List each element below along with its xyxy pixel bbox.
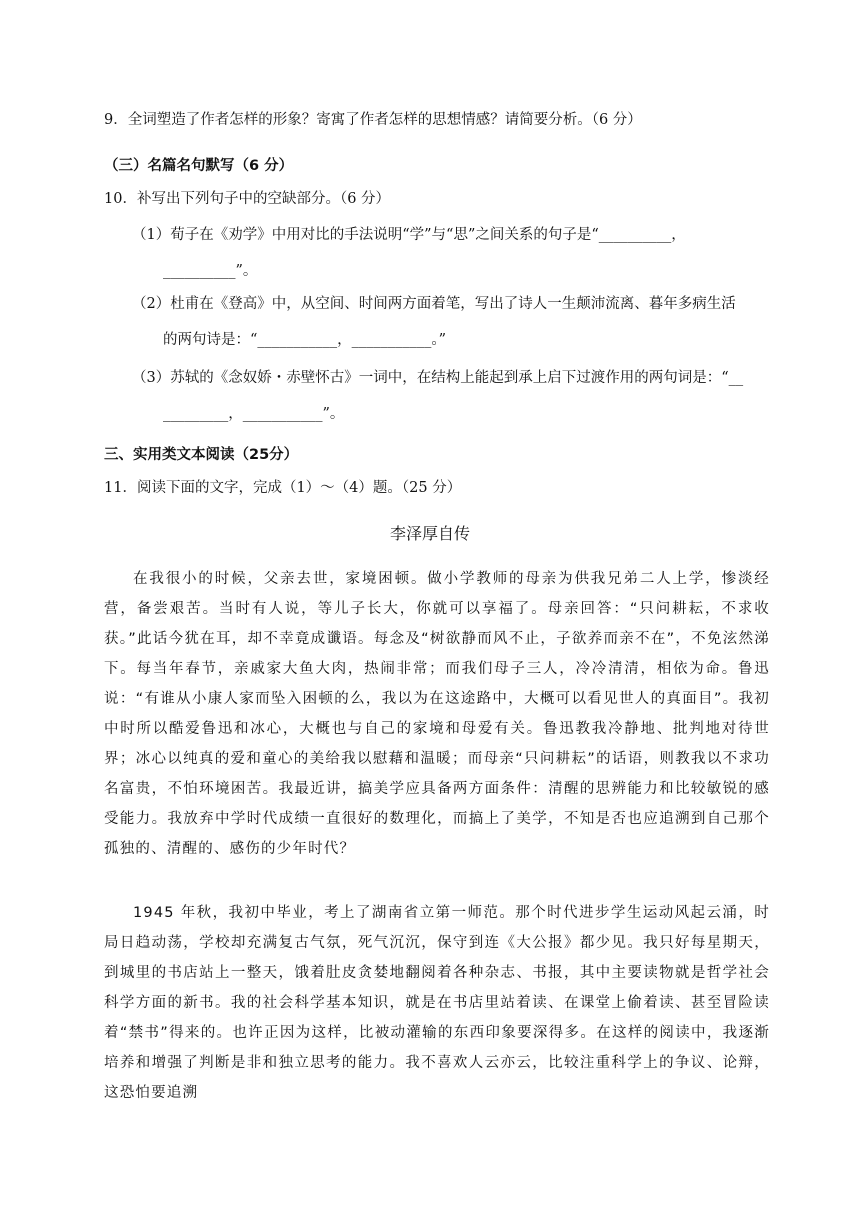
- paragraph-text: 在我很小的时候，父亲去世，家境困顿。做小学教师的母亲为供我兄弟二人上学，惨淡经营，备尝艰苦。当时有人说，等儿子长大，你就可以享福了。母亲回答：“只问耕耘，不求收获。”此话今犹在耳，却不幸竟成谶语。每念及“树欲静而风不止，子欲养而亲不在”，不免泫然涕下。每当年春节，亲戚家大鱼大肉，热闹非常；而我们母子三人，冷冷清清，相依为命。鲁迅说：“有谁从小康人家而坠入困顿的么，我以为在这途路中，大概可以看见世人的真面目”。我初中时所以酷爱鲁迅和冰心，大概也与自己的家境和母爱有关。鲁迅教我冷静地、批判地对待世界；冰心以纯真的爱和童心的美给我以慰藉和温暖；而母亲“只问耕耘”的话语，则教我以不求功名富贵，不怕环境困苦。我最近讲，搞美学应具备两方面条件：清醒的思辨能力和比较敏锐的感受能力。我放弃中学时代成绩一直很好的数理化，而搞上了美学，不知是否也应追溯到自己那个孤独的、清醒的、感伤的少年时代？: [104, 571, 770, 857]
- article-title: 李泽厚自传: [389, 524, 470, 543]
- section-heading-practical-reading: 三、实用类文本阅读（25分）: [104, 447, 299, 463]
- question-10-prompt: 10．补写出下列句子中的空缺部分。（6 分）: [104, 191, 391, 207]
- question-10-item-1: [132, 223, 772, 283]
- article-paragraph-2: [104, 898, 770, 1108]
- question-9: 9．全词塑造了作者怎样的形象？寄寓了作者怎样的思想情感？请简要分析。（6 分）: [104, 112, 642, 128]
- article-paragraph-1: [104, 564, 770, 864]
- question-11-prompt: 11．阅读下面的文字，完成（1）～（4）题。（25 分）: [104, 480, 462, 496]
- paragraph-text: 1945 年秋，我初中毕业，考上了湖南省立第一师范。那个时代进步学生运动风起云涌，时局日趋动荡，学校却充满复古气氛，死气沉沉，保守到连《大公报》都少见。我只好每星期天，到城里的书店站上一整天，饿着肚皮贪婪地翻阅着各种杂志、书报，其中主要读物就是哲学社会科学方面的新书。我的社会科学基本知识，就是在书店里站着读、在课堂上偷着读、甚至冒险读着“禁书”得来的。也许正因为这样，比被动灌输的东西印象要深得多。在这样的阅读中，我逐渐培养和增强了判断是非和独立思考的能力。我不喜欢人云亦云，比较注重科学上的争议、论辩，这恐怕要追溯: [104, 905, 770, 1101]
- question-10-item-2: [132, 292, 772, 352]
- item-1-line-1: （1）荀子在《劝学》中用对比的手法说明“学”与“思”之间关系的句子是“__________，: [132, 227, 686, 243]
- item-2-line-1: （2）杜甫在《登高》中，从空间、时间两方面着笔，写出了诗人一生颠沛流离、暮年多病生活: [132, 296, 736, 312]
- item-3-line-2: _________，___________”。: [163, 406, 345, 422]
- item-2-line-2: 的两句诗是：“___________，___________。”: [163, 332, 447, 348]
- question-10-item-3: [132, 366, 772, 426]
- section-heading-famous-lines: （三）名篇名句默写（6 分）: [104, 158, 294, 174]
- item-3-line-1: （3）苏轼的《念奴娇・赤壁怀古》一词中，在结构上能起到承上启下过渡作用的两句词是：“__: [132, 370, 744, 386]
- item-1-line-2: __________”。: [163, 263, 258, 279]
